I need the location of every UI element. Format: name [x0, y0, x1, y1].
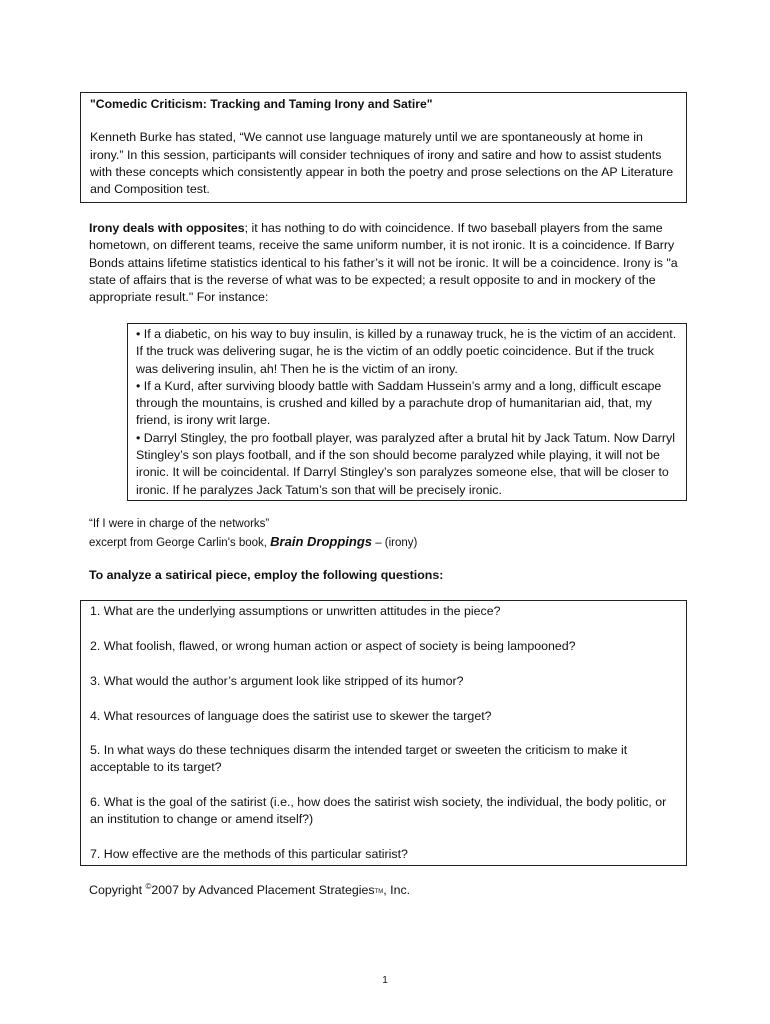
carlin-source: [89, 533, 417, 552]
session-title: "Comedic Criticism: Tracking and Taming Irony and Satire": [90, 97, 433, 111]
irony-body: ; it has nothing to do with coincidence. If two baseball players from the same hometown, on different teams, receive the same uniform number, it is not ironic. It is a coincidence. If Barry Bonds attains lifetime statistics identical to his father’s it will not be ironic. It will be a coincidence. Irony is "a state of affairs that is the reverse of what was to be expected; a result opposite to and in mockery of the appropriate result." For instance:: [89, 221, 678, 305]
example-item: • Darryl Stingley, the pro football player, was paralyzed after a brutal hit by Jack Tatum. Now Darryl Stingley’s son plays football, and if the son should become paralyzed while playing, it will not be ironic. It will be coincidental. If Darryl Stingley’s son paralyzes someone else, that will be closer to ironic. If he paralyzes Jack Tatum’s son that will be precisely ironic.: [136, 430, 675, 497]
trademark-mark: TM: [374, 889, 384, 896]
questions-box: [80, 600, 687, 866]
example-item: • If a diabetic, on his way to buy insulin, is killed by a runaway truck, he is the victim of an accident. If the truck was delivering sugar, he is the victim of an oddly poetic coincidence. But if the truck was delivering insulin, ah! Then he is the victim of an irony.: [136, 327, 677, 376]
carlin-reference: [89, 516, 417, 552]
carlin-source-suffix: – (irony): [372, 537, 418, 549]
copyright-suffix: , Inc.: [383, 883, 411, 898]
question-item: 5. In what ways do these techniques disarm the intended target or sweeten the criticism to make it acceptable to its target?: [90, 743, 628, 775]
copyright-notice: [89, 882, 410, 897]
question-item: 7. How effective are the methods of this particular satirist?: [90, 847, 408, 861]
question-item: 4. What resources of language does the satirist use to skewer the target?: [90, 709, 492, 723]
irony-paragraph: [89, 220, 685, 306]
question-item: 6. What is the goal of the satirist (i.e., how does the satirist wish society, the individual, the body politic, or an institution to change or amend itself?): [90, 795, 667, 827]
irony-lead: Irony deals with opposites: [89, 221, 245, 235]
copyright-symbol: ©: [145, 882, 152, 891]
example-item: • If a Kurd, after surviving bloody battle with Saddam Hussein’s army and a long, difficult escape through the mountains, is crushed and killed by a parachute drop of humanitarian aid, that, my friend, is irony writ large.: [136, 378, 662, 428]
irony-examples-box: [127, 323, 687, 501]
analyze-heading: To analyze a satirical piece, employ the following questions:: [89, 568, 444, 582]
copyright-prefix: Copyright: [89, 883, 146, 898]
book-title: Brain Droppings: [270, 534, 373, 549]
question-item: 3. What would the author’s argument look like stripped of its humor?: [90, 674, 464, 688]
question-item: 1. What are the underlying assumptions or unwritten attitudes in the piece?: [90, 604, 501, 618]
intro-paragraph: Kenneth Burke has stated, “We cannot use language maturely until we are spontaneously at home in irony.” In this session, participants will consider techniques of irony and satire and how to assist students with these concepts which consistently appear in both the poetry and prose selections on the AP Literature and Composition test.: [90, 130, 674, 197]
page-number: 1: [382, 975, 388, 986]
carlin-source-prefix: excerpt from George Carlin's book,: [89, 537, 271, 549]
question-item: 2. What foolish, flawed, or wrong human action or aspect of society is being lampooned?: [90, 639, 576, 653]
copyright-holder: 2007 by Advanced Placement Strategies: [151, 883, 375, 898]
intro-box: [80, 92, 687, 203]
carlin-title: “If I were in charge of the networks”: [89, 518, 270, 530]
